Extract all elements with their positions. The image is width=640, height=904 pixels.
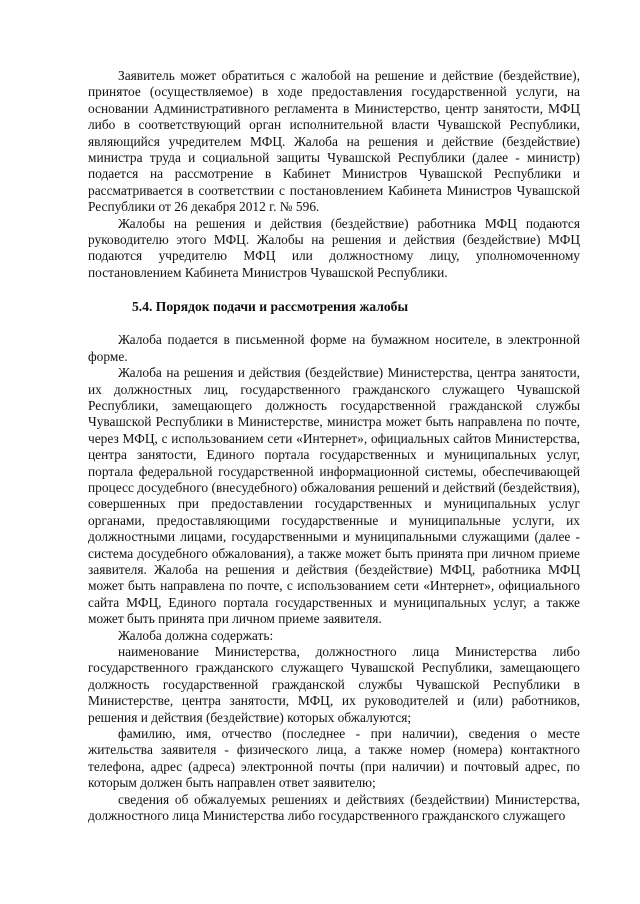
paragraph-complaint-contents-intro: Жалоба должна содержать: — [118, 627, 274, 643]
section-heading: 5.4. Порядок подачи и рассмотрения жалобы — [132, 299, 409, 315]
paragraph-complaint-form: Жалоба подается в письменной форме на бумажном носителе, в электронной форме. — [88, 332, 580, 364]
document-page — [88, 68, 580, 824]
paragraph-complaint-right: Заявитель может обратиться с жалобой на решение и действие (бездействие), принятое (осуществляемое) в ходе предоставления государственной услуги, на основании Административного регламента в Министерство, центр занятости, МФЦ либо в соответствующий орган исполнительной власти Чувашской Республики, являющийся учредителем МФЦ. Жалоба на решения и действие (бездействие) министра труда и социальной защиты Чувашской Республики (далее - министр) подается на рассмотрение в Кабинет Министров Чувашской Республики и рассматривается в соответствии с постановлением Кабинета Министров Чувашской Республики от 26 декабря 2012 г. № 596. — [88, 68, 580, 215]
paragraph-contents-item-decisions: сведения об обжалуемых решениях и действиях (бездействии) Министерства, должностного лица Министерства либо государственного гражданского служащего — [88, 791, 580, 824]
paragraph-contents-item-name: наименование Министерства, должностного лица Министерства либо государственного гражданского служащего Чувашской Республики, замещающего должность государственной гражданской службы Чувашской Республики в Министерстве, центра занятости, МФЦ, их руководителей и (или) работников, решения и действия (бездействие) которых обжалуются; — [88, 644, 580, 725]
paragraph-contents-item-applicant: фамилию, имя, отчество (последнее - при наличии), сведения о месте жительства заявителя - физического лица, а также номер (номера) контактного телефона, адрес (адреса) электронной почты (при наличии) и почтовый адрес, по которым должен быть направлен ответ заявителю; — [88, 726, 580, 791]
paragraph-complaint-channels: Жалоба на решения и действия (бездействие) Министерства, центра занятости, их должностных лиц, государственного гражданского служащего Чувашской Республики, замещающего должность государственной гражданской службы Чувашской Республики в Министерстве, министра может быть направлена по почте, через МФЦ, с использованием сети «Интернет», официальных сайтов Министерства, центра занятости, Единого портала государственных и муниципальных услуг, портала федеральной государственной информационной системы, обеспечивающей процесс досудебного (внесудебного) обжалования решений и действий (бездействия), совершенных при предоставлении государственных и муниципальных услуг органами, предоставляющими государственные и муниципальные услуги, их должностными лицами, государственными и муниципальными служащими (далее - система досудебного обжалования), а также может быть принята при личном приеме заявителя. Жалоба на решения и действия (бездействие) МФЦ, работника МФЦ может быть направлена по почте, с использованием сети «Интернет», официального сайта МФЦ, Единого портала государственных и муниципальных услуг, а также может быть принята при личном приеме заявителя. — [88, 365, 580, 627]
paragraph-mfc-complaints: Жалобы на решения и действия (бездействие) работника МФЦ подаются руководителю этого МФЦ. Жалобы на решения и действия (бездействие) МФЦ подаются учредителю МФЦ или должностному лицу, уполномоченному постановлением Кабинета Министров Чувашской Республики. — [88, 215, 580, 280]
